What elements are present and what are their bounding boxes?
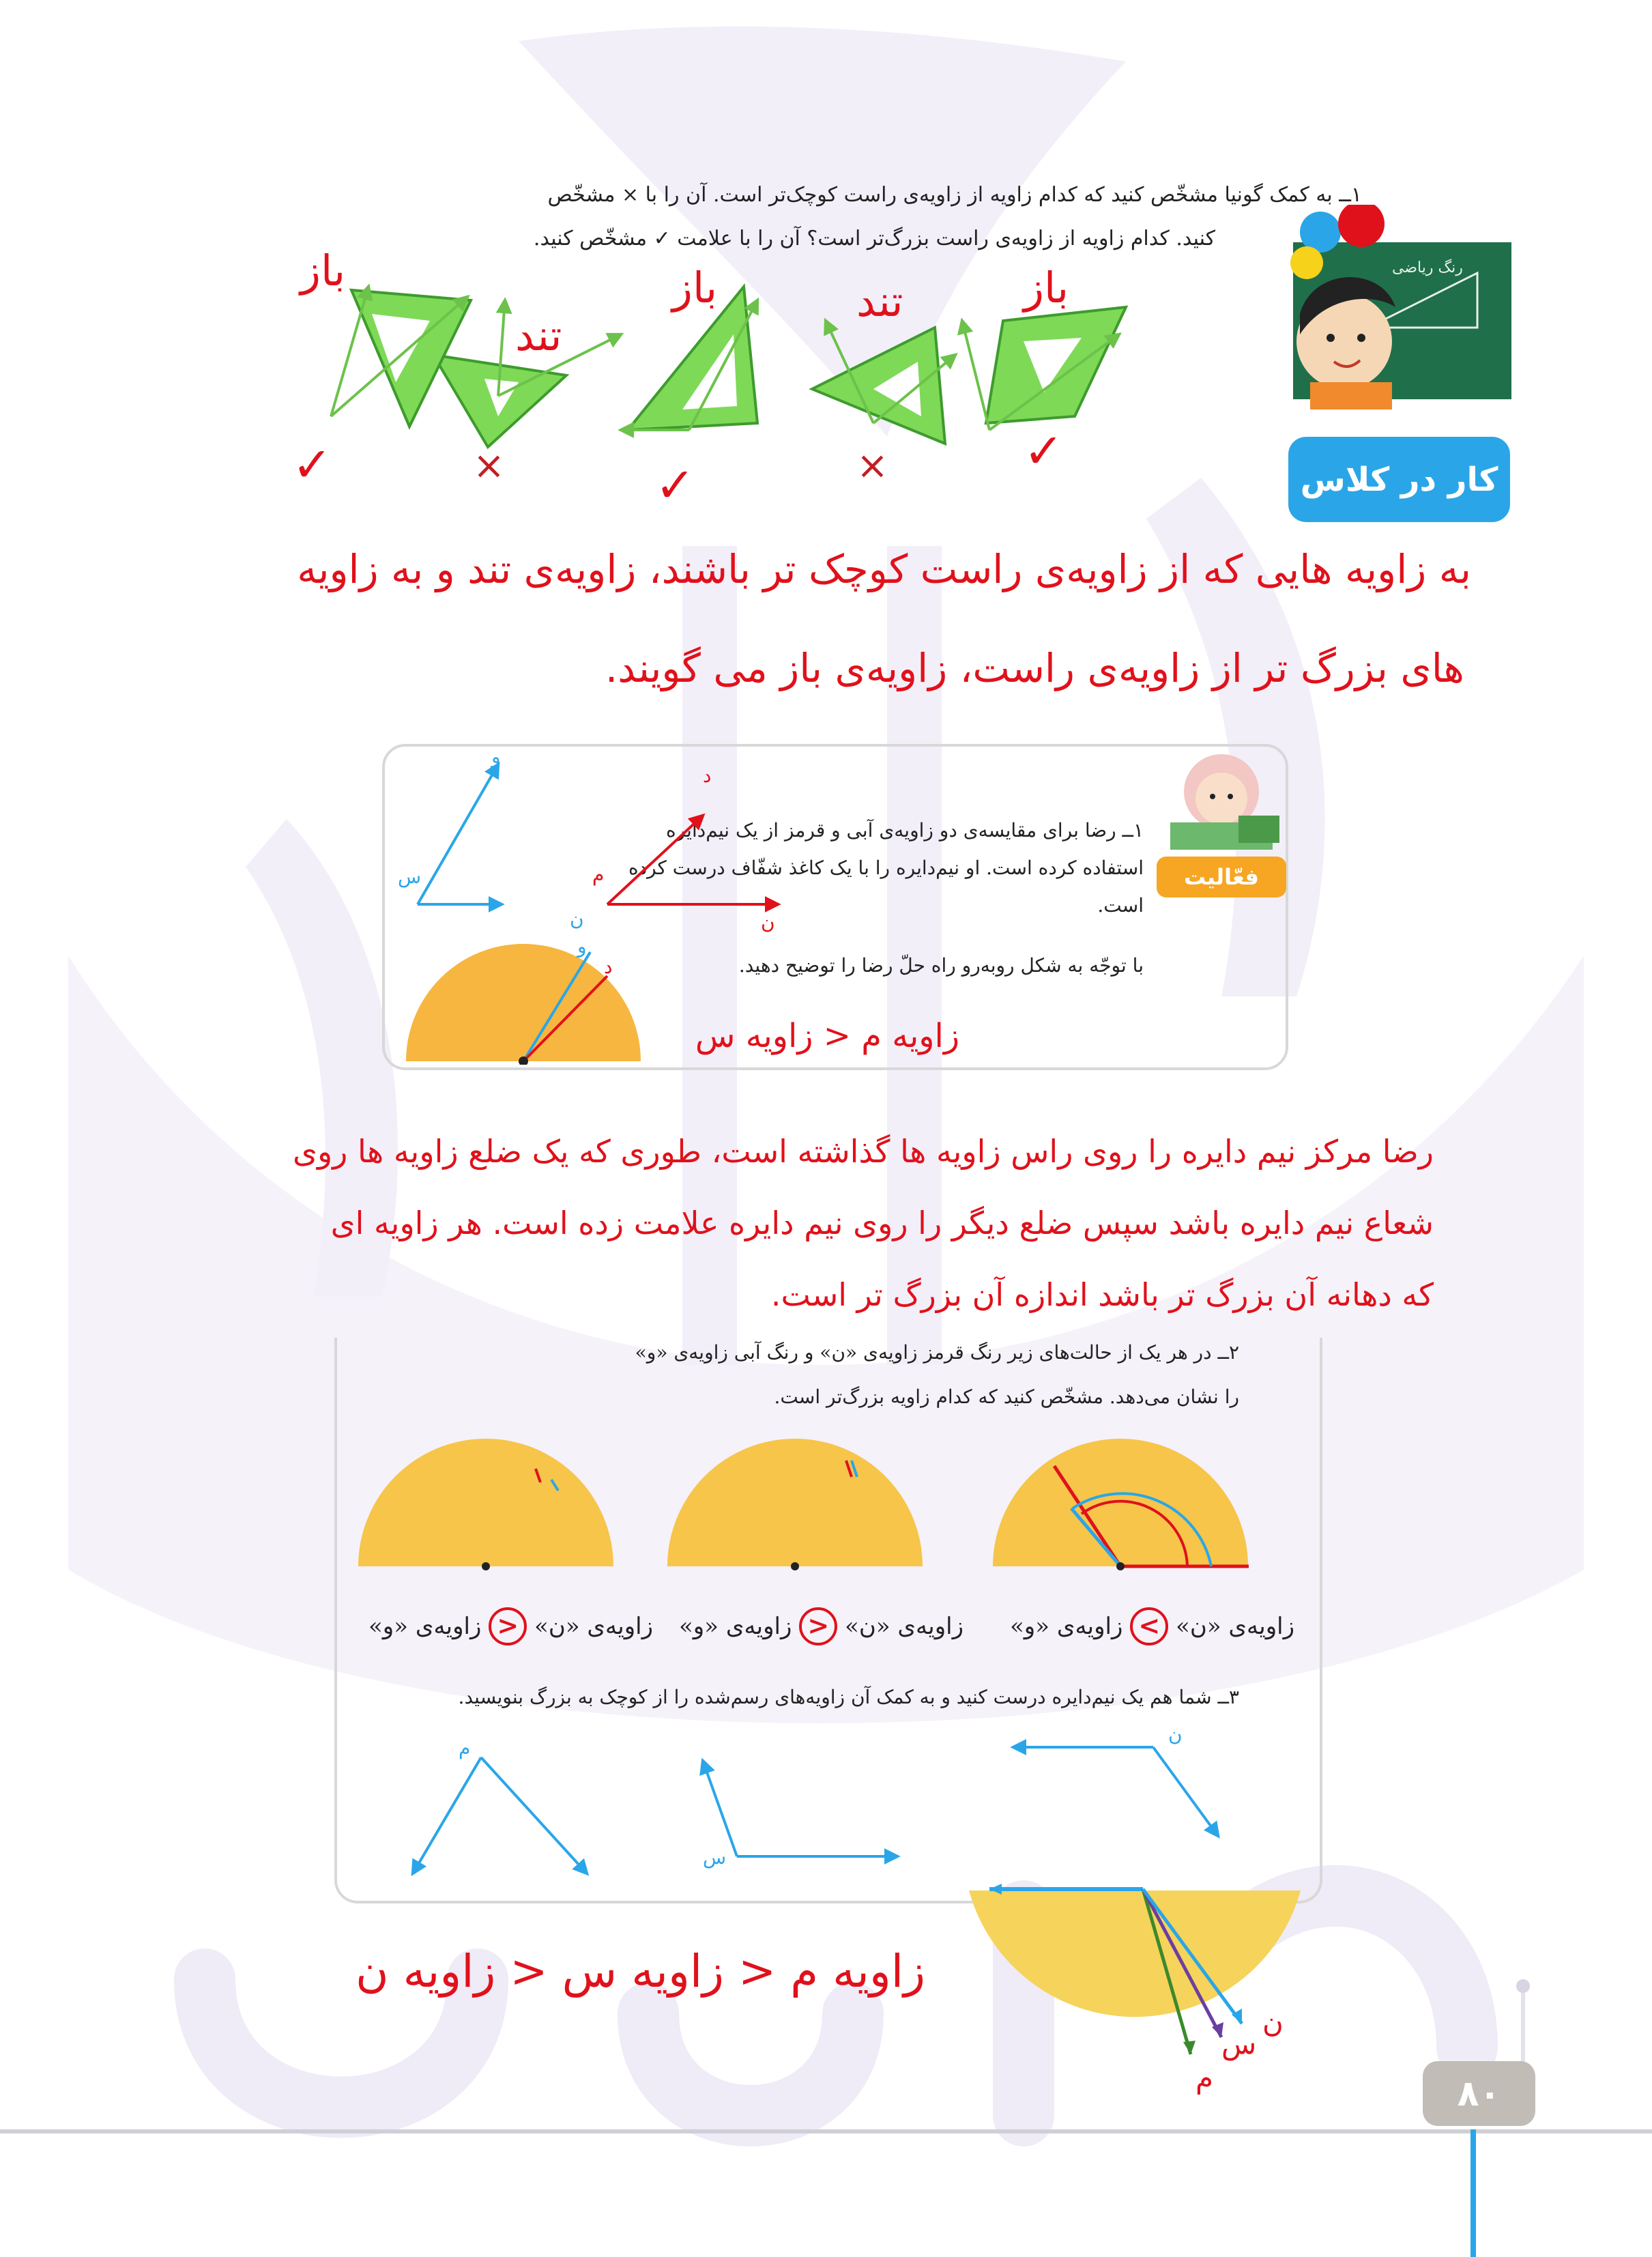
label-n-red: ن — [761, 911, 775, 934]
definition-line2: های بزرگ تر از زاویه‌ی راست، زاویه‌ی باز می گویند. — [605, 645, 1464, 691]
comparison-3: زاویه‌ی «ن» > زاویه‌ی «و» — [1010, 1607, 1294, 1645]
label-obtuse-2: باز — [672, 263, 718, 313]
exercise2-line2: را نشان می‌دهد. مشخّص کنید که کدام زاویه بزرگ‌تر است. — [774, 1385, 1239, 1408]
check-mark-3: ✓ — [292, 437, 332, 493]
activity1-line2: استفاده کرده است. او نیم‌دایره را با یک کاغذ شفّاف درست کرده — [628, 857, 1144, 879]
activity-badge: فعّالیت — [1157, 857, 1286, 897]
cross-mark-2: × — [473, 444, 505, 488]
answer1: زاویه م < زاویه س — [695, 1017, 959, 1055]
explanation-line1: رضا مرکز نیم دایره را روی راس زاویه ها گذاشته است، طوری که یک ضلع زاویه ها روی — [292, 1133, 1434, 1170]
answer3-label-m: م — [1195, 2061, 1214, 2095]
exercise3-angles — [382, 1720, 1242, 1904]
answer3-protractor — [962, 1884, 1317, 2075]
page-number: ۸۰ — [1423, 2061, 1535, 2126]
label-m: م — [592, 863, 605, 886]
comparison-2-symbol: < — [799, 1607, 837, 1645]
answer3-label-s: س — [1221, 2027, 1257, 2060]
activity1-line1: ۱ــ رضا برای مقایسه‌ی دو زاویه‌ی آبی و قرمز از یک نیم‌دایره — [666, 819, 1144, 842]
label-n-blue: ن — [570, 908, 584, 930]
cross-mark-1: × — [856, 444, 888, 488]
set-square-2 — [812, 321, 955, 444]
ex3-label-m: م — [459, 1737, 471, 1759]
comparison-1: زاویه‌ی «ن» < زاویه‌ی «و» — [368, 1607, 653, 1645]
activity1-line3: است. — [1097, 894, 1144, 917]
comparison-3-symbol: > — [1130, 1607, 1168, 1645]
ex3-label-n: ن — [1168, 1723, 1183, 1746]
exercise2-line1: ۲ــ در هر یک از حالت‌های زیر رنگ قرمز زاویه‌ی «ن» و رنگ آبی زاویه‌ی «و» — [635, 1341, 1239, 1364]
footer-rule — [0, 2129, 1652, 2133]
check-mark-2: ✓ — [655, 457, 695, 513]
label-acute-2: تند — [515, 311, 562, 360]
answer3: زاویه م < زاویه س < زاویه ن — [356, 1945, 925, 1998]
footer-dot — [1516, 1979, 1530, 1993]
label-w-protractor: و — [577, 935, 587, 958]
label-d-protractor: د — [604, 955, 613, 978]
activity-illustration — [1157, 747, 1286, 853]
ex3-label-s: س — [703, 1846, 727, 1869]
label-obtuse-1: باز — [1024, 263, 1069, 313]
label-obtuse-3: باز — [300, 246, 346, 296]
exercise1-line2: کنید. کدام زاویه از زاویه‌ی راست بزرگ‌تر است؟ آن را با علامت ✓ مشخّص کنید. — [533, 227, 1215, 250]
classwork-illustration — [1279, 205, 1511, 444]
label-acute-1: تند — [856, 276, 903, 326]
comparison-1-symbol: < — [489, 1607, 527, 1645]
explanation-line3: که دهانه آن بزرگ تر باشد اندازه آن بزرگ تر است. — [770, 1276, 1434, 1313]
explanation-line2: شعاع نیم دایره باشد سپس ضلع دیگر را روی نیم دایره علامت زده است. هر زاویه ای — [330, 1205, 1434, 1241]
exercise3-text: ۳ــ شما هم یک نیم‌دایره درست کنید و به کمک آن زاویه‌های رسم‌شده را از کوچک به بزرگ بنویسید. — [458, 1686, 1239, 1708]
label-d-top: د — [703, 764, 712, 787]
label-s: س — [398, 865, 422, 888]
comparison-2: زاویه‌ی «ن» < زاویه‌ی «و» — [679, 1607, 963, 1645]
label-w-top: و — [491, 745, 501, 768]
check-mark-1: ✓ — [1024, 423, 1064, 479]
classwork-badge: کار در کلاس — [1288, 437, 1510, 522]
blackboard-text: رنگ ریاضی — [1392, 259, 1463, 276]
answer3-label-n: ن — [1262, 2005, 1284, 2039]
exercise2-protractors — [341, 1433, 1269, 1577]
definition-line1: به زاویه هایی که از زاویه‌ی راست کوچک تر باشند، زاویه‌ی تند و به زاویه — [297, 546, 1471, 592]
activity1-line4: با توجّه به شکل روبه‌رو راه حلّ رضا را توضیح دهید. — [738, 954, 1144, 977]
set-square-1 — [962, 307, 1126, 430]
footer-blue-bar — [1470, 2129, 1476, 2257]
exercise1-line1: ۱ــ به کمک گونیا مشخّص کنید که کدام زاویه از زاویه‌ی راست کوچک‌تر است. آن را با × مشخّص — [547, 183, 1362, 207]
